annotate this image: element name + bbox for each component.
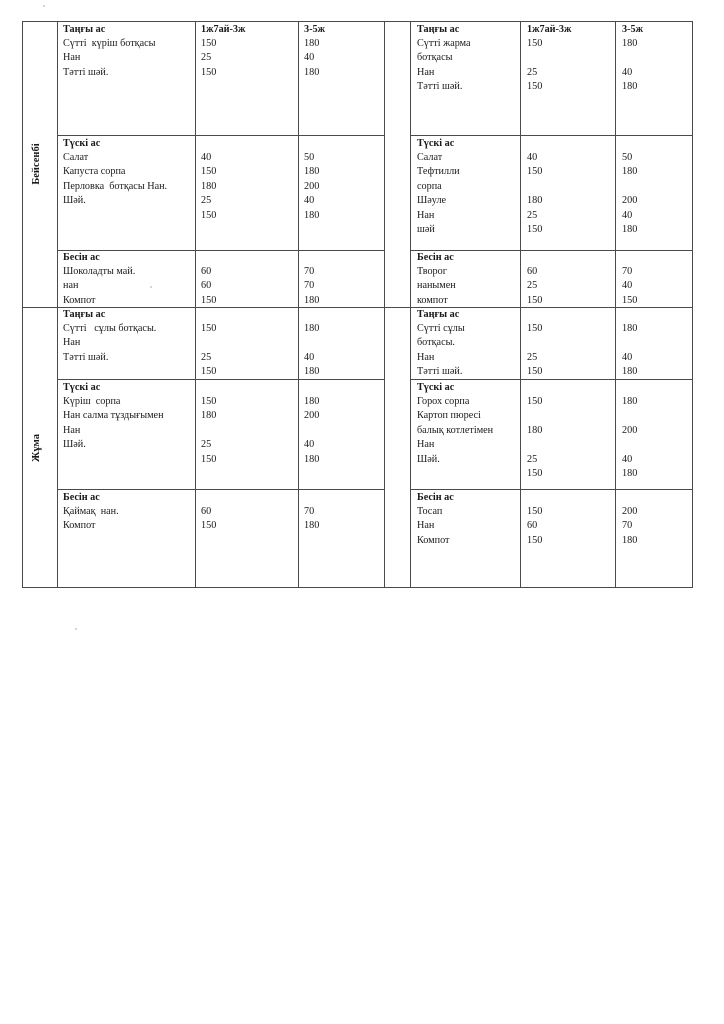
portion-col-1: 150 25 150 <box>527 38 543 93</box>
meal-title: Бесін ас <box>63 492 100 503</box>
portion-col-1: 60 150 <box>201 506 217 532</box>
header-age-1-right: 1ж7ай-3ж <box>527 24 572 35</box>
portion-col-1: 60 25 150 <box>527 266 543 306</box>
vline-split-1 <box>384 21 385 588</box>
meal-title: Таңғы ас <box>417 309 460 320</box>
header-age-1: 1ж7ай-3ж <box>201 24 246 35</box>
day-label-friday: Жұма <box>31 434 42 462</box>
portion-col-2: 50 180 200 40 180 <box>304 152 320 221</box>
meal-items: Горох сорпа Картоп пюресі балық котлетімен Нан Шәй. <box>417 396 494 465</box>
hline-4-left <box>57 379 385 380</box>
meal-items: Тосап Нан Компот <box>417 506 450 546</box>
meal-title: Бесін ас <box>417 252 454 263</box>
meal-title: Бесін ас <box>417 492 454 503</box>
portion-col-2: 180 40 180 <box>622 323 638 378</box>
portion-col-1: 150 25 150 <box>527 323 543 378</box>
meal-items: Қаймақ нан. Компот <box>63 506 119 532</box>
portion-col-1: 150 180 25 150 <box>527 396 543 480</box>
portion-col-2: 180 40 180 <box>304 38 320 78</box>
portion-col-1: 150 25 150 <box>201 323 217 378</box>
meal-items: Сүтті жарма ботқасы Нан Тәтті шәй. <box>417 38 471 93</box>
portion-col-2: 70 70 180 <box>304 266 320 306</box>
hline-5-right <box>410 489 693 490</box>
portion-col-1: 150 25 150 <box>201 38 217 78</box>
meal-items: Салат Тефтилли сорпа Шәуле Нан шәй <box>417 152 460 236</box>
vline-left-b <box>298 21 299 588</box>
scan-speck <box>150 286 152 288</box>
vline-split-2 <box>410 21 411 588</box>
meal-items: Күріш сорпа Нан салма тұздығымен Нан Шәй. <box>63 396 164 451</box>
portion-col-1: 150 180 25 150 <box>201 396 217 465</box>
meal-items: Творог нанымен компот <box>417 266 456 306</box>
portion-col-1: 60 60 150 <box>201 266 217 306</box>
portion-col-2: 180 40 180 <box>304 323 320 378</box>
vline-right-a <box>520 21 521 588</box>
meal-title: Түскі ас <box>417 138 455 149</box>
portion-col-2: 180 200 40 180 <box>304 396 320 465</box>
portion-col-2: 200 70 180 <box>622 506 638 546</box>
scan-speck <box>75 628 77 630</box>
frame-top <box>22 21 693 22</box>
frame-bottom <box>22 587 693 588</box>
portion-col-2: 180 200 40 180 <box>622 396 638 480</box>
meal-title: Таңғы ас <box>63 24 106 35</box>
scan-speck <box>43 5 45 7</box>
meal-title: Түскі ас <box>63 138 101 149</box>
meal-title: Түскі ас <box>63 382 101 393</box>
meal-title: Бесін ас <box>63 252 100 263</box>
meal-title: Таңғы ас <box>63 309 106 320</box>
frame-right <box>692 21 693 588</box>
vline-left-a <box>195 21 196 588</box>
portion-col-2: 70 40 150 <box>622 266 638 306</box>
meal-items: Сүтті күріш ботқасы Нан Тәтті шәй. <box>63 38 156 78</box>
meal-items: Сүтті сұлы ботқасы. Нан Тәтті шәй. <box>417 323 465 378</box>
header-age-2-right: 3-5ж <box>622 24 643 35</box>
portion-col-2: 180 40 180 <box>622 38 638 93</box>
meal-title: Таңғы ас <box>417 24 460 35</box>
meal-items: Сүтті сұлы ботқасы. Нан Тәтті шәй. <box>63 323 157 363</box>
vline-right-b <box>615 21 616 588</box>
hline-1-right <box>410 135 693 136</box>
portion-col-1: 40 150 180 25 150 <box>527 152 543 236</box>
meal-items: Салат Капуста сорпа Перловка ботқасы Нан. Шәй. <box>63 152 168 207</box>
header-age-2: 3-5ж <box>304 24 325 35</box>
day-label-thursday: Бейсенбі <box>31 143 42 185</box>
portion-col-2: 70 180 <box>304 506 320 532</box>
portion-col-1: 40 150 180 25 150 <box>201 152 217 221</box>
meal-title: Түскі ас <box>417 382 455 393</box>
hline-5-left <box>57 489 385 490</box>
hline-1-left <box>57 135 385 136</box>
portion-col-2: 50 180 200 40 180 <box>622 152 638 236</box>
portion-col-1: 150 60 150 <box>527 506 543 546</box>
hline-2-left <box>57 250 385 251</box>
frame-left <box>22 21 23 588</box>
vline-day <box>57 21 58 588</box>
meal-items: Шоколадты май. нан Компот <box>63 266 136 306</box>
